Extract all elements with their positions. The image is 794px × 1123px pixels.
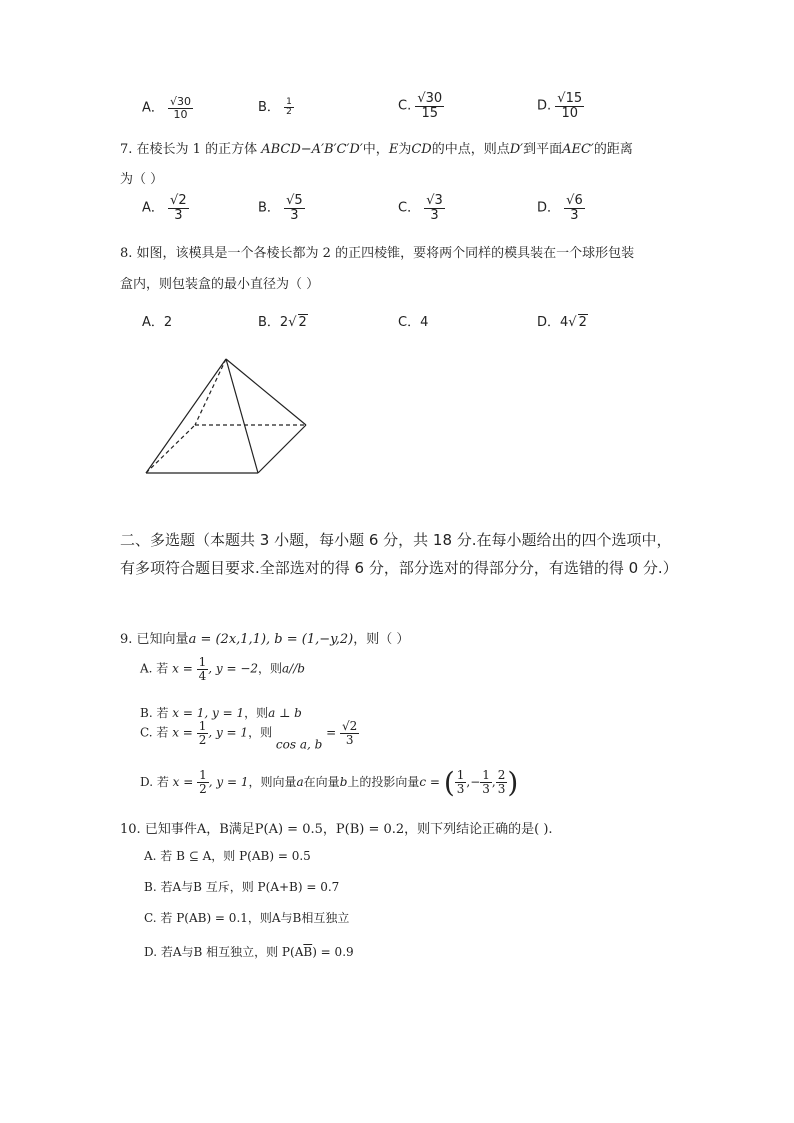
math-text: = (326, 725, 337, 740)
numerator: 1 (199, 768, 207, 783)
denominator: 10 (561, 105, 578, 121)
option-label: C. 若 (140, 725, 169, 740)
q8-stem-line1 (120, 242, 634, 261)
option-label: B. 若 (140, 706, 169, 720)
q6-option-b (258, 96, 294, 117)
numerator: 1 (198, 719, 207, 733)
q6-option-d (537, 92, 584, 120)
option-label: C. (398, 98, 412, 114)
question-number: 10. (120, 822, 141, 837)
fraction (424, 194, 445, 222)
q6-option-a (142, 96, 193, 120)
numerator: √2 (342, 719, 358, 733)
math-text: x = 1, y = 1 (172, 706, 245, 720)
stem-text: 在棱长为 1 的正方体 (136, 142, 258, 157)
q10-option-b: B. 若A与B 互斥，则 P(A+B) = 0.7 (144, 880, 340, 894)
denominator: 3 (430, 207, 439, 223)
fraction (168, 96, 193, 120)
q10-option-d (144, 943, 354, 960)
edge-apex-front-left (146, 359, 226, 473)
q7-stem-line1 (120, 138, 633, 157)
option-label: D. (537, 98, 552, 114)
numerator: √5 (286, 193, 303, 208)
q8-option-b (258, 311, 308, 330)
stem-text: 中， (362, 142, 389, 157)
q7-stem-line2: 为（ ） (120, 172, 164, 187)
complement-b: $\overline{B}$ (303, 945, 313, 959)
stem-text: 的中点，则点 (431, 142, 510, 157)
math-text: a (296, 775, 304, 789)
q7-option-a (142, 194, 189, 222)
math-text: a ⊥ b (268, 706, 302, 720)
q6-option-c (398, 92, 444, 120)
option-label: B． (258, 200, 280, 216)
option-label: A． (142, 100, 164, 116)
edge-base-left-hidden (146, 425, 195, 473)
point-d1: D′ (509, 142, 524, 157)
q9-option-c (140, 720, 359, 752)
option-text: ，则 (258, 661, 283, 676)
q8-option-c: C．4 (398, 315, 429, 330)
math-text: , y = 1 (208, 775, 249, 789)
sqrt-sign: √ (568, 315, 577, 330)
option-label: A. 若 (140, 661, 169, 676)
denominator: 3 (570, 207, 579, 223)
cube-name: ABCD−A′B′C′D′ (261, 142, 363, 157)
stem-text: 已知向量 (136, 632, 189, 647)
question-number: 7. (120, 142, 133, 157)
q7-option-c (398, 194, 445, 222)
option-label: B． (258, 100, 280, 115)
denominator: 2 (198, 732, 207, 747)
math-text: , y = −2 (208, 661, 259, 676)
numerator: √3 (426, 193, 443, 208)
fraction (480, 769, 492, 795)
q8-option-a: A．2 (142, 315, 173, 330)
denominator: 3 (174, 207, 183, 223)
numerator: √6 (566, 193, 583, 208)
stem-text: ，则（ ） (353, 632, 410, 647)
math-text: b (339, 775, 348, 789)
numerator: 1 (456, 768, 465, 783)
denominator: 3 (290, 207, 299, 223)
q8-option-d (537, 311, 588, 330)
question-number: 8. (120, 246, 133, 261)
fraction (197, 769, 209, 795)
vector-expression: a = (2x,1,1), b = (1,−y,2) (188, 632, 354, 647)
fraction (415, 92, 444, 120)
option-label: B．2 (258, 315, 289, 330)
edge-apex-back-left-hidden (195, 359, 226, 425)
numerator: √15 (557, 91, 583, 106)
q9-option-a (140, 656, 305, 682)
q7-option-b (258, 194, 305, 222)
option-text: ) = 0.9 (312, 945, 354, 959)
option-label: D．4 (537, 315, 569, 330)
q10-option-c: C. 若 P(AB) = 0.1，则A与B相互独立 (144, 911, 350, 925)
edge-apex-front-right (226, 359, 258, 473)
option-text: ，则 (244, 706, 269, 720)
math-text: x = (172, 775, 194, 789)
option-text: ，则向量 (248, 775, 297, 789)
denominator: 3 (497, 782, 506, 796)
stem-text: 如图，该模具是一个各棱长都为 2 的正四棱锥，要将两个同样的模具装在一个球形包装 (136, 246, 635, 261)
numerator: √30 (170, 95, 192, 108)
q7-option-d (537, 194, 585, 222)
option-text: D. 若A与B 相互独立，则 P(A (144, 945, 304, 959)
denominator: 3 (345, 732, 354, 747)
stem-text: 已知事件A，B满足P(A) = 0.5，P(B) = 0.2，则下列结论正确的是( ). (144, 822, 553, 837)
right-paren: ) (507, 766, 519, 799)
q10-stem (120, 818, 553, 837)
fraction (197, 720, 209, 746)
option-label: D． (537, 200, 561, 216)
plane-aec: AEC′ (562, 142, 594, 157)
pyramid-figure (140, 355, 315, 480)
math-text: c = (419, 775, 440, 789)
denominator: 3 (456, 782, 465, 796)
math-text: x = (172, 661, 193, 676)
fraction (197, 656, 209, 682)
fraction (284, 98, 294, 118)
fraction (340, 720, 359, 746)
math-text: cos a, b (275, 737, 323, 752)
math-text: a//b (282, 661, 305, 676)
radicand: 2 (298, 315, 307, 330)
fraction (564, 194, 585, 222)
option-label: A． (142, 200, 164, 216)
left-paren: ( (443, 766, 455, 799)
option-label: C． (398, 200, 421, 216)
q8-stem-line2: 盒内，则包装盒的最小直径为（ ） (120, 277, 320, 292)
segment-cd: CD (411, 142, 432, 157)
q9-stem (120, 628, 409, 647)
numerator: 1 (286, 96, 292, 107)
edge-apex-back-right (226, 359, 306, 425)
fraction (555, 92, 584, 120)
denominator: 15 (421, 105, 439, 121)
section-2-header: 二、多选题（本题共 3 小题，每小题 6 分，共 18 分.在每小题给出的四个选项中，有多项符合题目要求.全部选对的得 6 分，部分选对的得部分分，有选错的得 0 分.） (120, 531, 678, 577)
numerator: 1 (482, 768, 490, 783)
denominator: 10 (173, 107, 188, 121)
option-text: 上的投影向量 (347, 775, 420, 789)
denominator: 2 (199, 782, 207, 796)
option-label: D. 若 (140, 775, 169, 789)
option-text: ，则 (248, 725, 273, 740)
q9-option-b (140, 704, 302, 721)
fraction (455, 769, 467, 795)
stem-text: 为 (398, 142, 412, 157)
numerator: √30 (417, 91, 443, 106)
numerator: √2 (170, 193, 187, 208)
math-text: , y = 1 (208, 725, 249, 740)
numerator: 2 (497, 768, 506, 783)
point-e: E (388, 142, 399, 157)
edge-base-right (258, 425, 306, 473)
denominator: 3 (482, 782, 490, 796)
math-text: x = (172, 725, 193, 740)
numerator: 1 (198, 655, 207, 669)
fraction (496, 769, 508, 795)
stem-text: 到平面 (523, 142, 563, 157)
fraction (168, 194, 189, 222)
denominator: 2 (286, 107, 292, 117)
sqrt-sign: √ (288, 315, 297, 330)
denominator: 4 (198, 668, 207, 683)
fraction (284, 194, 305, 222)
radicand: 2 (578, 315, 587, 330)
option-text: 在向量 (303, 775, 340, 789)
q9-option-d: D. 若 x = $\frac{1}{2}$ , y = 1，则向量a在向量b上的投影向量c = ( $\frac{1}{3}$ ,− $\frac{1}{3}$ , $\frac{2}{3}$ ) (140, 766, 519, 799)
q10-option-a: A. 若 B ⊆ A，则 P(AB) = 0.5 (144, 849, 311, 863)
stem-text: 的距离 (593, 142, 633, 157)
question-number: 9. (120, 632, 133, 647)
